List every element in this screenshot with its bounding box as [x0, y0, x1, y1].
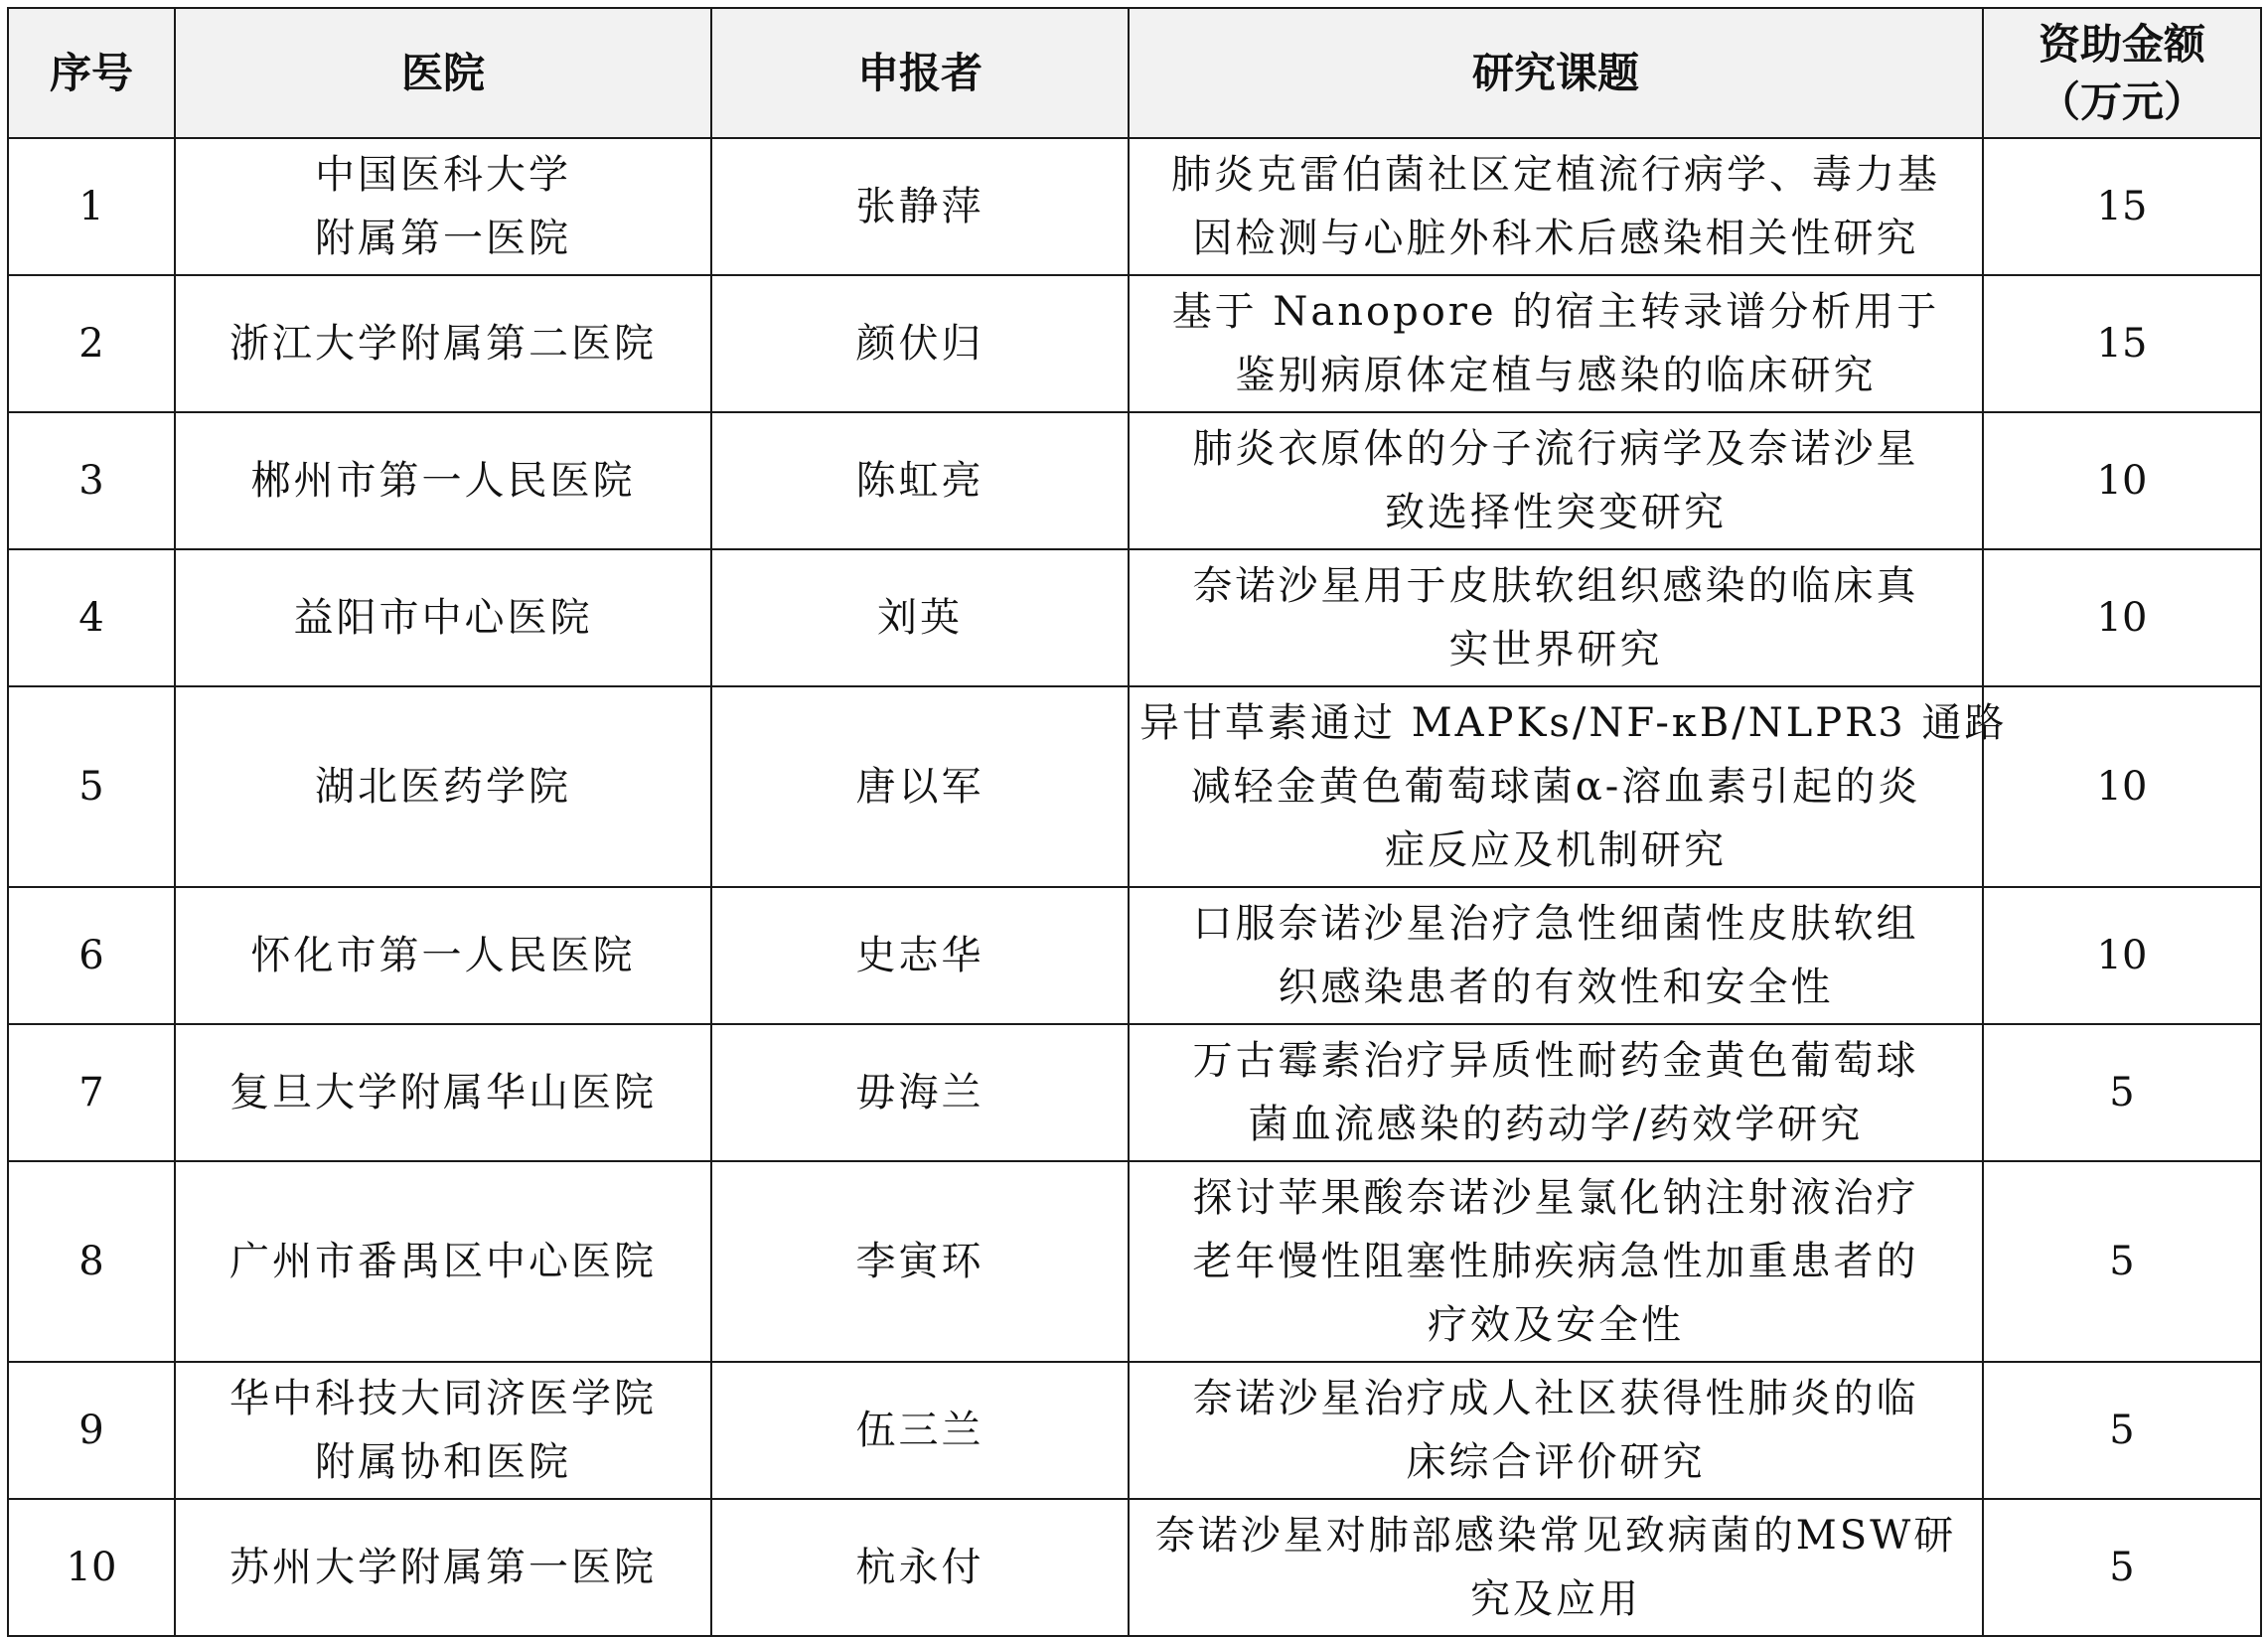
- cell-index: 6: [8, 887, 175, 1024]
- topic-line: 菌血流感染的药动学/药效学研究: [1248, 1102, 1864, 1147]
- topic-line: 肺炎克雷伯菌社区定植流行病学、毒力基: [1171, 152, 1940, 198]
- topic-line: 探讨苹果酸奈诺沙星氯化钠注射液治疗: [1192, 1175, 1919, 1221]
- hospital-line: 附属第一医院: [315, 216, 571, 261]
- topic-line: 老年慢性阻塞性肺疾病急性加重患者的: [1192, 1239, 1919, 1284]
- cell-amount: 5: [1983, 1499, 2261, 1636]
- cell-applicant: 张静萍: [711, 138, 1129, 275]
- cell-hospital: [175, 1499, 711, 1636]
- cell-topic: [1129, 1024, 1983, 1161]
- table-body: [8, 138, 2261, 1636]
- cell-hospital: [175, 686, 711, 887]
- table-row: [8, 1024, 2261, 1161]
- table-row: [8, 887, 2261, 1024]
- topic-line: 减轻金黄色葡萄球菌α-溶血素引起的炎: [1190, 764, 1921, 810]
- topic-line: 口服奈诺沙星治疗急性细菌性皮肤软组: [1192, 901, 1919, 947]
- cell-topic: [1129, 1362, 1983, 1499]
- hospital-line: 怀化市第一人民医院: [250, 933, 636, 978]
- topic-line: 奈诺沙星治疗成人社区获得性肺炎的临: [1192, 1376, 1919, 1421]
- header-topic: 研究课题: [1129, 8, 1983, 138]
- topic-line: 异甘草素通过 MAPKs/NF-κB/NLPR3 通路: [1139, 700, 2008, 746]
- cell-hospital: [175, 412, 711, 549]
- cell-amount: 5: [1983, 1161, 2261, 1362]
- hospital-line: 郴州市第一人民医院: [250, 458, 636, 504]
- cell-amount: 15: [1983, 275, 2261, 412]
- hospital-line: 苏州大学附属第一医院: [229, 1545, 657, 1590]
- cell-index: 10: [8, 1499, 175, 1636]
- cell-hospital: [175, 138, 711, 275]
- cell-index: 9: [8, 1362, 175, 1499]
- table-row: [8, 686, 2261, 887]
- cell-hospital: [175, 887, 711, 1024]
- cell-topic: [1129, 887, 1983, 1024]
- cell-index: 5: [8, 686, 175, 887]
- cell-applicant: 史志华: [711, 887, 1129, 1024]
- topic-line: 究及应用: [1470, 1576, 1641, 1622]
- hospital-line: 中国医科大学: [315, 152, 571, 198]
- cell-hospital: [175, 1161, 711, 1362]
- topic-line: 症反应及机制研究: [1385, 827, 1727, 873]
- topic-line: 致选择性突变研究: [1385, 490, 1727, 535]
- header-amount: [1983, 8, 2261, 138]
- funding-table-container: [7, 7, 2260, 1622]
- cell-topic: [1129, 412, 1983, 549]
- topic-line: 万古霉素治疗异质性耐药金黄色葡萄球: [1192, 1038, 1919, 1084]
- cell-applicant: 陈虹亮: [711, 412, 1129, 549]
- table-row: [8, 1499, 2261, 1636]
- cell-amount: 10: [1983, 412, 2261, 549]
- topic-line: 因检测与心脏外科术后感染相关性研究: [1192, 216, 1919, 261]
- cell-amount: 10: [1983, 686, 2261, 887]
- hospital-line: 附属协和医院: [315, 1439, 571, 1485]
- header-index: 序号: [8, 8, 175, 138]
- hospital-line: 广州市番禺区中心医院: [229, 1239, 657, 1284]
- cell-topic: [1129, 1499, 1983, 1636]
- cell-applicant: 李寅环: [711, 1161, 1129, 1362]
- funding-table: [7, 7, 2262, 1637]
- topic-line: 鉴别病原体定植与感染的临床研究: [1235, 353, 1877, 398]
- cell-applicant: 颜伏归: [711, 275, 1129, 412]
- cell-topic: [1129, 1161, 1983, 1362]
- table-header: [8, 8, 2261, 138]
- header-hospital: 医院: [175, 8, 711, 138]
- cell-amount: 5: [1983, 1362, 2261, 1499]
- cell-hospital: [175, 275, 711, 412]
- cell-index: 1: [8, 138, 175, 275]
- cell-applicant: 刘英: [711, 549, 1129, 686]
- topic-line: 床综合评价研究: [1406, 1439, 1706, 1485]
- table-row: [8, 275, 2261, 412]
- cell-applicant: 毋海兰: [711, 1024, 1129, 1161]
- cell-hospital: [175, 1362, 711, 1499]
- cell-applicant: 杭永付: [711, 1499, 1129, 1636]
- cell-applicant: 伍三兰: [711, 1362, 1129, 1499]
- cell-applicant: 唐以军: [711, 686, 1129, 887]
- header-amount-line2: （万元）: [2038, 76, 2205, 126]
- hospital-line: 华中科技大同济医学院: [229, 1376, 657, 1421]
- topic-line: 奈诺沙星用于皮肤软组织感染的临床真: [1192, 563, 1919, 609]
- topic-line: 基于 Nanopore 的宿主转录谱分析用于: [1171, 289, 1940, 335]
- header-row: [8, 8, 2261, 138]
- table-row: [8, 549, 2261, 686]
- hospital-line: 复旦大学附属华山医院: [229, 1070, 657, 1116]
- table-row: [8, 138, 2261, 275]
- cell-topic: [1129, 686, 2008, 887]
- header-applicant: 申报者: [711, 8, 1129, 138]
- cell-topic: [1129, 275, 1983, 412]
- cell-amount: 15: [1983, 138, 2261, 275]
- hospital-line: 浙江大学附属第二医院: [229, 321, 657, 367]
- topic-line: 实世界研究: [1448, 627, 1663, 672]
- cell-topic: [1129, 138, 1983, 275]
- header-amount-line1: 资助金额: [2038, 19, 2205, 69]
- topic-line: 奈诺沙星对肺部感染常见致病菌的MSW研: [1154, 1513, 1957, 1559]
- table-row: [8, 412, 2261, 549]
- topic-line: 肺炎衣原体的分子流行病学及奈诺沙星: [1192, 426, 1919, 472]
- table-row: [8, 1161, 2261, 1362]
- table-row: [8, 1362, 2261, 1499]
- hospital-line: 益阳市中心医院: [293, 595, 593, 641]
- cell-hospital: [175, 549, 711, 686]
- cell-index: 2: [8, 275, 175, 412]
- cell-index: 8: [8, 1161, 175, 1362]
- cell-index: 3: [8, 412, 175, 549]
- cell-index: 4: [8, 549, 175, 686]
- hospital-line: 湖北医药学院: [315, 764, 571, 810]
- topic-line: 织感染患者的有效性和安全性: [1278, 965, 1834, 1010]
- cell-amount: 5: [1983, 1024, 2261, 1161]
- cell-hospital: [175, 1024, 711, 1161]
- topic-line: 疗效及安全性: [1428, 1302, 1684, 1348]
- cell-amount: 10: [1983, 887, 2261, 1024]
- cell-topic: [1129, 549, 1983, 686]
- cell-amount: 10: [1983, 549, 2261, 686]
- cell-index: 7: [8, 1024, 175, 1161]
